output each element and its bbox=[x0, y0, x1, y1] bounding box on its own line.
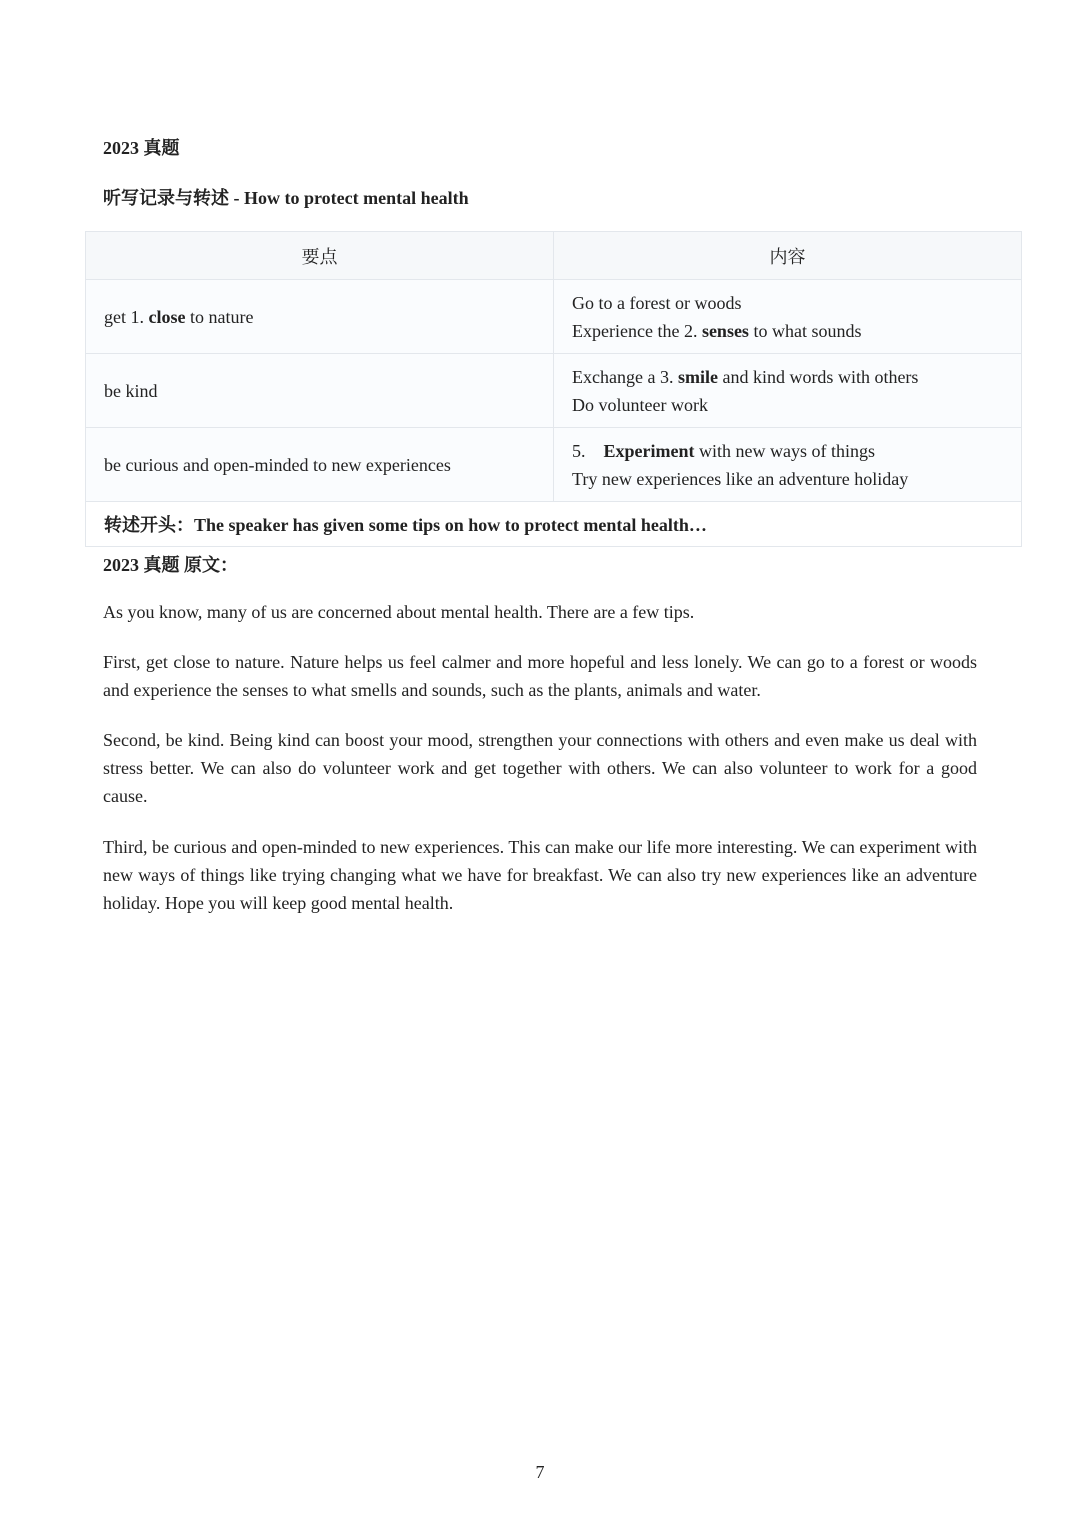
original-text-heading: 2023 真题 原文： bbox=[103, 555, 238, 575]
content-line: Exchange a 3. smile and kind words with others bbox=[572, 366, 919, 387]
header-content: 内容 bbox=[554, 232, 1022, 280]
content-line: Experience the 2. senses to what sounds bbox=[572, 320, 862, 341]
paragraph: Third, be curious and open-minded to new experiences. This can make our life more interesting. We can experiment with new ways of things like trying changing what we have for breakfast. We can also try new experiences like an adventure holiday. Hope you will keep good mental health. bbox=[103, 837, 977, 913]
table-footer-row bbox=[86, 502, 1022, 547]
table-row bbox=[86, 354, 1022, 428]
year-heading: 2023 真题 bbox=[103, 138, 180, 158]
section-heading: 听写记录与转述 - How to protect mental health bbox=[103, 188, 469, 208]
paragraph: First, get close to nature. Nature helps us feel calmer and more hopeful and less lonely. We can go to a forest or woods and experience the senses to what smells and sounds, such as the plants, animals and water. bbox=[103, 652, 977, 700]
content-line: Try new experiences like an adventure holiday bbox=[572, 468, 909, 489]
content-line: Do volunteer work bbox=[572, 394, 708, 415]
table-header-row bbox=[86, 232, 1022, 280]
point-cell: be kind bbox=[86, 354, 554, 428]
content-line: Go to a forest or woods bbox=[572, 292, 742, 313]
header-points: 要点 bbox=[86, 232, 554, 280]
content-line: 5. Experiment with new ways of things bbox=[572, 440, 875, 461]
retell-opening: 转述开头：The speaker has given some tips on how to protect mental health… bbox=[86, 502, 1022, 547]
table-row bbox=[86, 428, 1022, 502]
notes-table bbox=[85, 231, 1022, 547]
paragraph: Second, be kind. Being kind can boost your mood, strengthen your connections with others and even make us deal with stress better. We can also do volunteer work and get together with others. We can also volunteer to work for a good cause. bbox=[103, 730, 977, 806]
point-cell: be curious and open-minded to new experiences bbox=[86, 428, 554, 502]
page-number: 7 bbox=[535, 1462, 545, 1482]
content-cell bbox=[554, 428, 1022, 502]
paragraph: As you know, many of us are concerned about mental health. There are a few tips. bbox=[103, 602, 695, 622]
content-cell bbox=[554, 280, 1022, 354]
point-cell: get 1. close to nature bbox=[86, 280, 554, 354]
content-cell bbox=[554, 354, 1022, 428]
table-row bbox=[86, 280, 1022, 354]
